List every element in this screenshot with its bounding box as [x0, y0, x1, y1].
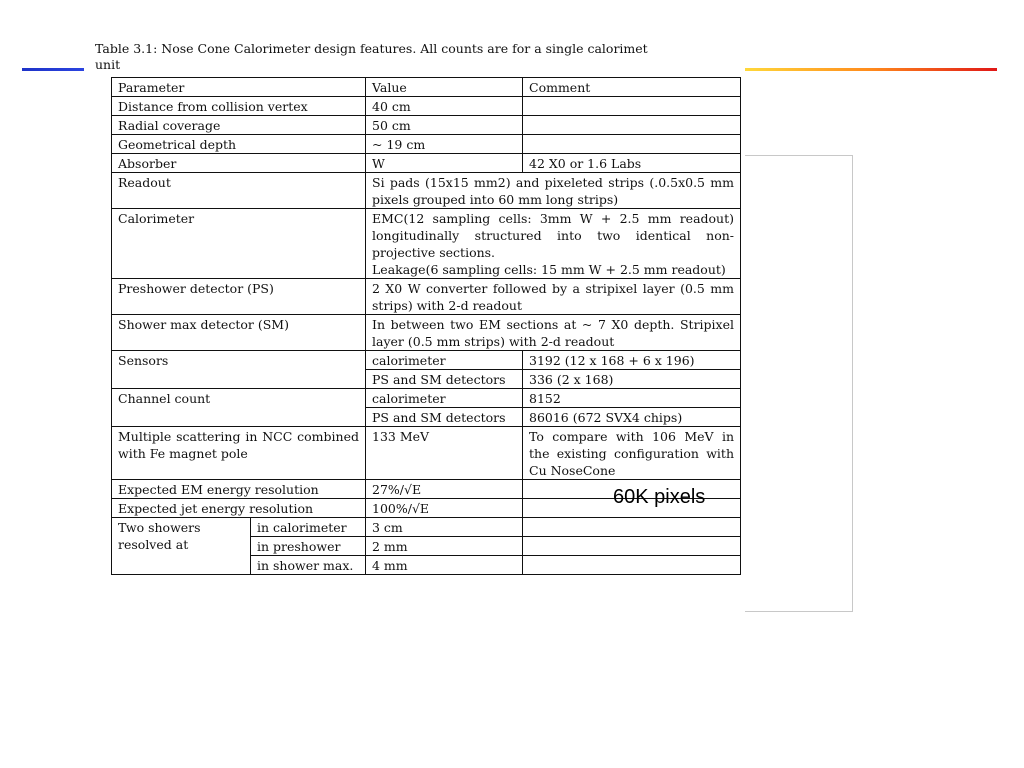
param-cell: Preshower detector (PS)	[112, 279, 366, 315]
value-cell: 3 cm	[366, 518, 523, 537]
comment-cell	[523, 97, 741, 116]
param-cell: Two showers resolved at	[112, 518, 251, 575]
table-row	[112, 116, 741, 135]
value-cell: 8152	[523, 389, 741, 408]
side-frame	[745, 155, 853, 612]
sub-param-cell: in shower max.	[251, 556, 366, 575]
param-cell: Shower max detector (SM)	[112, 315, 366, 351]
value-cell: W	[366, 154, 523, 173]
table-row	[112, 389, 741, 408]
table-row	[112, 154, 741, 173]
value-cell: In between two EM sections at ~ 7 X0 depth. Stripixel layer (0.5 mm strips) with 2-d readout	[366, 315, 741, 351]
sub-param-cell: PS and SM detectors	[366, 370, 523, 389]
comment-cell	[523, 518, 741, 537]
param-cell: Readout	[112, 173, 366, 209]
pixel-count-annotation: 60K pixels	[613, 486, 706, 508]
param-cell: Distance from collision vertex	[112, 97, 366, 116]
value-cell: ~ 19 cm	[366, 135, 523, 154]
param-cell: Calorimeter	[112, 209, 366, 279]
left-accent-bar	[22, 68, 84, 71]
param-cell: Expected jet energy resolution	[112, 499, 366, 518]
value-cell: 2 mm	[366, 537, 523, 556]
header-parameter: Parameter	[112, 78, 366, 97]
param-cell: Multiple scattering in NCC combined with Fe magnet pole	[112, 427, 366, 480]
value-cell: 3192 (12 x 168 + 6 x 196)	[523, 351, 741, 370]
value-cell: 4 mm	[366, 556, 523, 575]
table-row	[112, 97, 741, 116]
param-cell: Radial coverage	[112, 116, 366, 135]
value-cell: Si pads (15x15 mm2) and pixeleted strips (.0.5x0.5 mm pixels grouped into 60 mm long strips)	[366, 173, 741, 209]
header-comment: Comment	[523, 78, 741, 97]
param-cell: Sensors	[112, 351, 366, 389]
comment-cell: 42 X0 or 1.6 Labs	[523, 154, 741, 173]
table-caption-continued: unit	[95, 57, 121, 72]
param-cell: Expected EM energy resolution	[112, 480, 366, 499]
table-row	[112, 518, 741, 537]
value-cell: 336 (2 x 168)	[523, 370, 741, 389]
emc-description: EMC(12 sampling cells: 3mm W + 2.5 mm readout) longitudinally structured into two identical non-projective sections.	[372, 211, 734, 260]
table-row	[112, 209, 741, 279]
comment-cell: To compare with 106 MeV in the existing configuration with Cu NoseCone	[523, 427, 741, 480]
param-cell: Geometrical depth	[112, 135, 366, 154]
comment-cell	[523, 556, 741, 575]
sub-param-cell: PS and SM detectors	[366, 408, 523, 427]
value-cell: 2 X0 W converter followed by a stripixel layer (0.5 mm strips) with 2-d readout	[366, 279, 741, 315]
value-cell: 50 cm	[366, 116, 523, 135]
table-row	[112, 135, 741, 154]
table-row	[112, 315, 741, 351]
header-value: Value	[366, 78, 523, 97]
value-cell: 133 MeV	[366, 427, 523, 480]
value-cell	[366, 209, 741, 279]
table-header-row	[112, 78, 741, 97]
right-accent-bar	[745, 68, 997, 71]
value-cell: 40 cm	[366, 97, 523, 116]
sub-param-cell: in preshower	[251, 537, 366, 556]
param-cell: Absorber	[112, 154, 366, 173]
sub-param-cell: calorimeter	[366, 389, 523, 408]
value-cell: 100%/√E	[366, 499, 523, 518]
comment-cell	[523, 116, 741, 135]
leakage-description: Leakage(6 sampling cells: 15 mm W + 2.5 mm readout)	[372, 262, 726, 277]
value-cell: 27%/√E	[366, 480, 523, 499]
table-row	[112, 279, 741, 315]
table-row	[112, 427, 741, 480]
sub-param-cell: in calorimeter	[251, 518, 366, 537]
table-row	[112, 351, 741, 370]
table-caption: Table 3.1: Nose Cone Calorimeter design features. All counts are for a single calorimet	[95, 41, 648, 56]
comment-cell	[523, 537, 741, 556]
comment-cell	[523, 135, 741, 154]
param-cell: Channel count	[112, 389, 366, 427]
sub-param-cell: calorimeter	[366, 351, 523, 370]
value-cell: 86016 (672 SVX4 chips)	[523, 408, 741, 427]
table-row	[112, 173, 741, 209]
